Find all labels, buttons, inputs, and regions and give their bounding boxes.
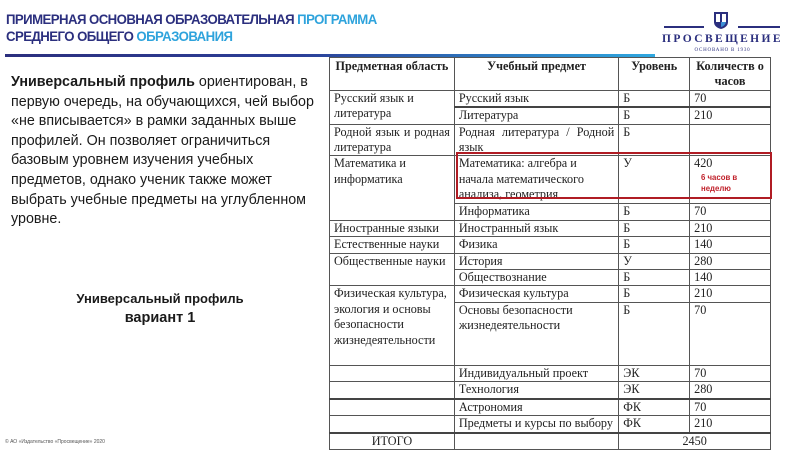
cell-level: Б xyxy=(619,107,690,124)
cell-subject: Русский язык xyxy=(454,90,618,107)
cell-subject: Физическая культура xyxy=(454,286,618,302)
total-empty xyxy=(454,433,618,450)
cell-level: Б xyxy=(619,286,690,302)
cell-hours: 70 xyxy=(690,204,771,220)
table-row xyxy=(330,124,771,156)
table-row xyxy=(330,237,771,253)
cell-subject: Астрономия xyxy=(454,399,618,416)
intro-paragraph xyxy=(11,73,321,230)
logo-divider-left xyxy=(664,26,704,28)
cell-level: ФК xyxy=(619,399,690,416)
cell-subject: Математика: алгебра и начала математического анализа, геометрия xyxy=(454,156,618,204)
cell-hours: 70 xyxy=(690,90,771,107)
cell-area xyxy=(330,416,455,433)
cell-area: Родной язык и родная литература xyxy=(330,124,455,156)
cell-hours: 140 xyxy=(690,270,771,286)
logo-divider-right xyxy=(738,26,780,28)
shield-icon xyxy=(712,10,730,30)
header-area: Предметная область xyxy=(330,58,455,91)
cell-subject: Физика xyxy=(454,237,618,253)
total-value: 2450 xyxy=(619,433,771,450)
cell-subject: Иностранный язык xyxy=(454,220,618,236)
cell-hours: 140 xyxy=(690,237,771,253)
cell-hours: 70 xyxy=(690,302,771,365)
cell-level: У xyxy=(619,253,690,269)
table-header-row xyxy=(330,58,771,91)
cell-area: Общественные науки xyxy=(330,253,455,286)
intro-text: ориентирован, в первую очередь, на обучающихся, чей выбор «не вписывается» в рамки заданных выше профилей. Он позволяет ограничиться базовым уровнем изучения учебных предметов, однако ученик также может выбрать учебные предметы на углубленном уровне. xyxy=(11,74,314,228)
logo-since: ОСНОВАНО В 1930 xyxy=(694,48,751,53)
logo-brand: ПРОСВЕЩЕНИЕ xyxy=(662,33,783,45)
cell-area: Математика и информатика xyxy=(330,156,455,220)
cell-hours xyxy=(690,124,771,156)
title-line-2: СРЕДНЕГО ОБЩЕГО ОБРАЗОВАНИЯ xyxy=(6,29,233,45)
table-row xyxy=(330,365,771,381)
cell-level: Б xyxy=(619,237,690,253)
caption-line-1: Универсальный профиль xyxy=(76,291,244,306)
cell-area: Иностранные языки xyxy=(330,220,455,236)
cell-hours: 420 xyxy=(690,156,771,204)
cell-area: Естественные науки xyxy=(330,237,455,253)
cell-hours: 70 xyxy=(690,399,771,416)
cell-level: У xyxy=(619,156,690,204)
cell-level: Б xyxy=(619,220,690,236)
cell-subject: Литература xyxy=(454,107,618,124)
cell-subject: Основы безопасности жизнедеятельности xyxy=(454,302,618,365)
title-line-1: ПРИМЕРНАЯ ОСНОВНАЯ ОБРАЗОВАТЕЛЬНАЯ ПРОГРАММА xyxy=(6,12,377,28)
table-row xyxy=(330,220,771,236)
cell-level: ЭК xyxy=(619,382,690,399)
publisher-logo xyxy=(660,6,785,54)
cell-area: Русский язык и литература xyxy=(330,90,455,124)
page-title xyxy=(6,12,377,46)
cell-subject: Предметы и курсы по выбору xyxy=(454,416,618,433)
total-label: ИТОГО xyxy=(330,433,455,450)
cell-hours: 210 xyxy=(690,286,771,302)
cell-area xyxy=(330,382,455,399)
table-row xyxy=(330,253,771,269)
cell-hours: 210 xyxy=(690,107,771,124)
cell-subject: Родная литература / Родной язык xyxy=(454,124,618,156)
table-total-row xyxy=(330,433,771,450)
cell-subject: Обществознание xyxy=(454,270,618,286)
cell-level: ФК xyxy=(619,416,690,433)
cell-level: Б xyxy=(619,124,690,156)
cell-hours: 210 xyxy=(690,220,771,236)
cell-level: Б xyxy=(619,90,690,107)
cell-area xyxy=(330,399,455,416)
cell-subject: Индивидуальный проект xyxy=(454,365,618,381)
variant-caption xyxy=(60,290,260,328)
cell-area xyxy=(330,365,455,381)
cell-level: Б xyxy=(619,302,690,365)
caption-line-2: вариант 1 xyxy=(124,310,196,326)
cell-hours: 70 xyxy=(690,365,771,381)
cell-subject: Информатика xyxy=(454,204,618,220)
hours-per-week-note: 6 часов в неделю xyxy=(701,173,738,193)
cell-hours: 280 xyxy=(690,382,771,399)
cell-level: ЭК xyxy=(619,365,690,381)
table-row xyxy=(330,416,771,433)
header-hours: Количеств о часов xyxy=(690,58,771,91)
cell-subject: История xyxy=(454,253,618,269)
cell-subject: Технология xyxy=(454,382,618,399)
copyright: © АО «Издательство «Просвещение» 2020 xyxy=(5,439,105,445)
table-row xyxy=(330,90,771,107)
header-level: Уровень xyxy=(619,58,690,91)
cell-level: Б xyxy=(619,204,690,220)
curriculum-table xyxy=(329,57,771,450)
table-row xyxy=(330,382,771,399)
header-subject: Учебный предмет xyxy=(454,58,618,91)
cell-hours: 280 xyxy=(690,253,771,269)
cell-level: Б xyxy=(619,270,690,286)
table-row xyxy=(330,286,771,302)
intro-bold: Универсальный профиль xyxy=(11,74,195,90)
table-row xyxy=(330,399,771,416)
cell-hours: 210 xyxy=(690,416,771,433)
cell-area: Физическая культура, экология и основы безопасности жизнедеятельности xyxy=(330,286,455,365)
